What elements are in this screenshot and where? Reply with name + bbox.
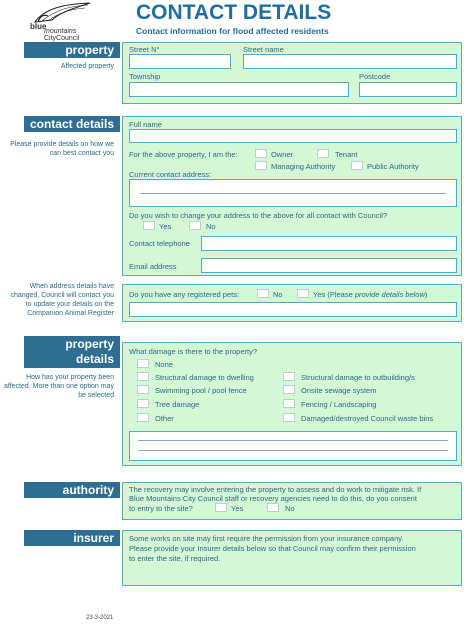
change-yes-checkbox[interactable] [143, 221, 155, 230]
authority-text-3: to entry to the site? [129, 504, 193, 513]
change-no-checkbox[interactable] [189, 221, 201, 230]
postcode-label: Postcode [359, 72, 391, 81]
damage-none-checkbox[interactable] [137, 359, 149, 368]
section-tab-property-details [24, 336, 120, 368]
damage-option-outbuilding: Structural damage to outbuilding/s [301, 373, 415, 382]
section-tab-property: property [24, 42, 120, 58]
damage-fencing-checkbox[interactable] [283, 399, 295, 408]
damage-details-field[interactable] [129, 431, 457, 461]
damage-option-fencing: Fencing / Landscaping [301, 400, 377, 409]
i-am-label: For the above property, I am the: [129, 150, 238, 159]
lyrebird-icon [30, 2, 100, 24]
footer-date: 23-3-2021 [86, 615, 114, 621]
contact-panel [122, 116, 462, 276]
street-no-label: Street N° [129, 45, 160, 54]
owner-checkbox[interactable] [255, 149, 267, 158]
pets-question: Do you have any registered pets: [129, 290, 240, 299]
logo-line-3: CityCouncil [44, 35, 80, 42]
damage-option-sewage: Onsite sewage system [301, 386, 377, 395]
telephone-label: Contact telephone [129, 239, 190, 248]
logo-line-2: mountains [44, 28, 77, 35]
damage-other-checkbox[interactable] [137, 413, 149, 422]
telephone-field[interactable] [201, 236, 457, 251]
township-label: Township [129, 72, 161, 81]
full-name-field[interactable] [129, 129, 457, 143]
damage-side-note: How has your property been affected. More than one option may be selected [4, 374, 114, 399]
change-yes-label: Yes [159, 222, 172, 231]
page-subtitle: Contact information for flood affected residents [136, 26, 329, 36]
current-address-label: Current contact address: [129, 170, 212, 179]
tenant-checkbox[interactable] [317, 149, 329, 158]
damage-option-tree: Tree damage [155, 400, 200, 409]
managing-authority-checkbox[interactable] [255, 161, 267, 170]
pets-no-checkbox[interactable] [257, 289, 269, 298]
pets-panel [122, 284, 462, 322]
street-name-label: Street name [243, 45, 284, 54]
property-panel [122, 42, 462, 104]
damage-option-other: Other [155, 414, 174, 423]
page-title: CONTACT DETAILS [136, 1, 332, 24]
pets-side-note: When address details have changed, Council will contact you to update your details on the Companion Animal Register [10, 283, 114, 317]
property-side-note: Affected property [60, 63, 114, 70]
current-address-field[interactable] [129, 179, 457, 207]
damage-outbuilding-checkbox[interactable] [283, 372, 295, 381]
email-field[interactable] [201, 258, 457, 273]
section-tab-authority: authority [24, 482, 120, 498]
pets-yes-checkbox[interactable] [297, 289, 309, 298]
postcode-field[interactable] [359, 82, 457, 97]
damage-option-none: None [155, 360, 173, 369]
consent-yes-checkbox[interactable] [215, 503, 227, 512]
property-details-tab-line-2: details [75, 352, 114, 366]
insurer-text-3: to enter the site, if required. [129, 554, 221, 563]
damage-question: What damage is there to the property? [129, 347, 257, 356]
insurer-panel [122, 530, 462, 586]
consent-no-label: No [285, 504, 295, 513]
insurer-text-2: Please provide your Insurer details below so that Council may confirm their permission [129, 544, 416, 553]
consent-no-checkbox[interactable] [267, 503, 279, 512]
email-label: Email address [129, 262, 177, 271]
pets-yes-label: Yes (Please provide details below) [313, 290, 428, 299]
logo-line-1: blue [30, 22, 47, 31]
damage-option-pool: Swimming pool / pool fence [155, 386, 247, 395]
change-address-question: Do you wish to change your address to the above for all contact with Council? [129, 211, 388, 220]
damage-tree-checkbox[interactable] [137, 399, 149, 408]
damage-pool-checkbox[interactable] [137, 385, 149, 394]
street-name-field[interactable] [243, 54, 457, 69]
township-field[interactable] [129, 82, 349, 97]
tenant-label: Tenant [335, 150, 358, 159]
change-no-label: No [206, 222, 216, 231]
property-details-tab-line-1: property [65, 337, 114, 351]
authority-panel [122, 482, 462, 520]
insurer-text-1: Some works on site may first require the permission from your insurance company. [129, 534, 404, 543]
contact-side-note: Please provide details on how we can best contact you [10, 141, 114, 157]
authority-text-2: Blue Mountains City Council staff or recovery agencies need to do this, do you consent [129, 494, 417, 503]
section-tab-insurer: insurer [24, 530, 120, 546]
pets-no-label: No [273, 290, 283, 299]
public-authority-checkbox[interactable] [351, 161, 363, 170]
owner-label: Owner [271, 150, 294, 159]
street-no-field[interactable] [129, 54, 231, 69]
damage-bins-checkbox[interactable] [283, 413, 295, 422]
damage-dwelling-checkbox[interactable] [137, 372, 149, 381]
damage-option-bins: Damaged/destroyed Council waste bins [301, 414, 434, 423]
full-name-label: Full name [129, 120, 162, 129]
damage-panel [122, 342, 462, 466]
consent-yes-label: Yes [231, 504, 244, 513]
council-logo [30, 2, 100, 42]
damage-option-dwelling: Structural damage to dwelling [155, 373, 254, 382]
section-tab-contact-details: contact details [24, 116, 120, 132]
managing-authority-label: Managing Authority [271, 162, 336, 171]
pets-details-field[interactable] [129, 302, 457, 317]
authority-text-1: The recovery may involve entering the property to assess and do work to mitigate risk. If [129, 485, 422, 494]
damage-sewage-checkbox[interactable] [283, 385, 295, 394]
public-authority-label: Public Authority [367, 162, 419, 171]
